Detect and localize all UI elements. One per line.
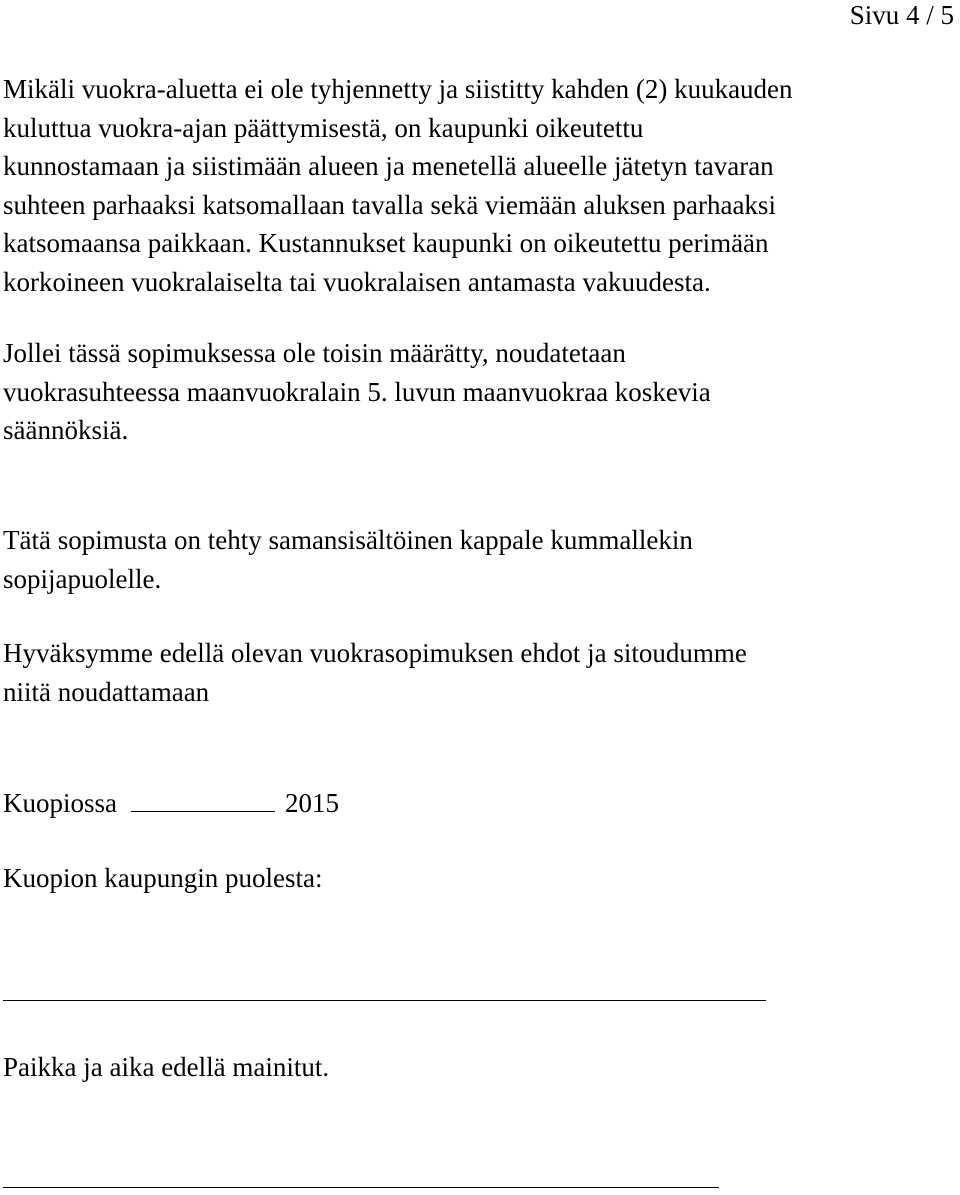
text-line: säännöksiä. [3,415,129,446]
text-line: kuluttua vuokra-ajan päättymisestä, on kaupunki oikeutettu [3,112,644,143]
paragraph-applicable-law [3,334,953,450]
place-date-note: Paikka ja aika edellä mainitut. [3,1052,330,1082]
text-line: suhteen parhaaksi katsomallaan tavalla sekä viemään aluksen parhaaksi [3,189,776,220]
text-line: korkoineen vuokralaiselta tai vuokralaisen antamasta vakuudesta. [3,266,711,297]
text-line: niitä noudattamaan [3,676,210,707]
text-line: katsomaansa paikkaan. Kustannukset kaupunki on oikeutettu perimään [3,228,769,259]
year-text: 2015 [285,788,339,818]
text-line: vuokrasuhteessa maanvuokralain 5. luvun maanvuokraa koskevia [3,376,711,407]
signature-line-tenant[interactable] [3,1187,719,1188]
place-date-line [3,784,339,822]
text-line: kunnostamaan ja siistimään alueen ja menetellä alueelle jätetyn tavaran [3,151,774,182]
paragraph-acceptance [3,634,953,711]
page-number: Sivu 4 / 5 [849,0,954,30]
text-line: sopijapuolelle. [3,563,162,594]
text-line: Jollei tässä sopimuksessa ole toisin määrätty, noudatetaan [3,338,626,368]
signature-line-city[interactable] [3,1000,766,1001]
paragraph-cleanup-terms [3,70,953,302]
city-signatory-label: Kuopion kaupungin puolesta: [3,863,323,893]
date-blank-field[interactable] [131,789,275,812]
paragraph-copies [3,521,953,598]
text-line: Tätä sopimusta on tehty samansisältöinen kappale kummallekin [3,525,693,555]
text-line: Hyväksymme edellä olevan vuokrasopimuksen ehdot ja sitoudumme [3,638,747,668]
place-text: Kuopiossa [3,788,117,818]
text-line: Mikäli vuokra-aluetta ei ole tyhjennetty ja siistitty kahden (2) kuukauden [3,74,793,104]
